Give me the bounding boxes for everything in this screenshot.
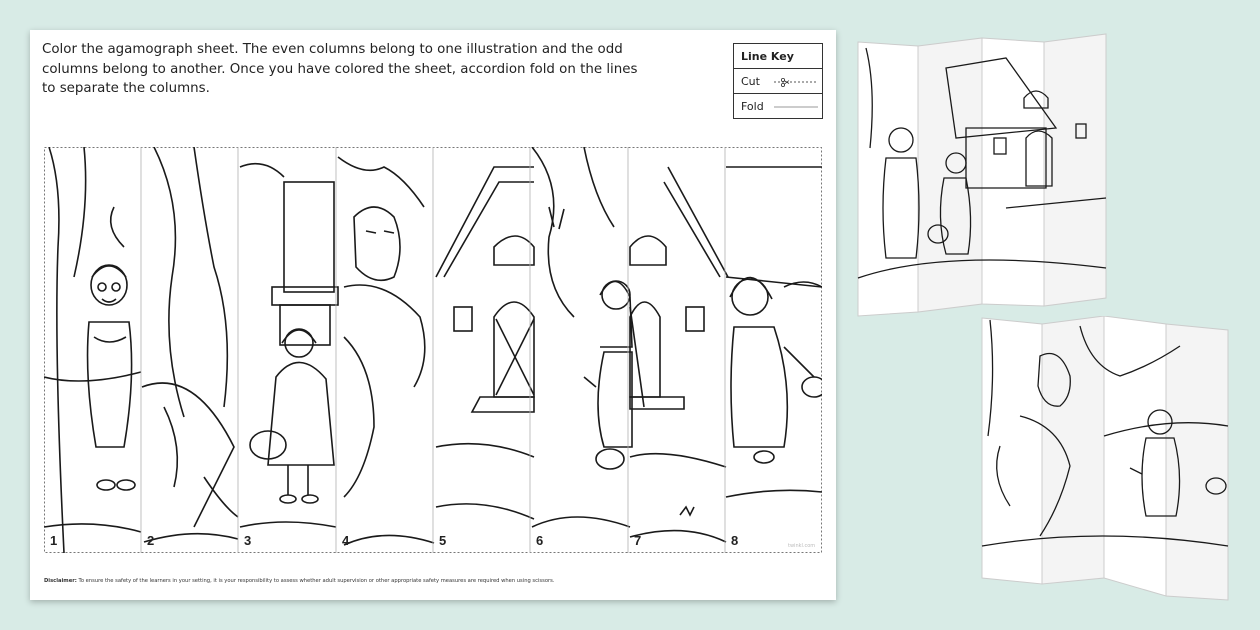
line-key-fold-label: Fold bbox=[741, 99, 764, 113]
strip-7 bbox=[630, 167, 728, 542]
strip-4 bbox=[338, 157, 434, 545]
column-number: 6 bbox=[536, 533, 544, 548]
line-key-title: Line Key bbox=[741, 49, 794, 63]
worksheet-sheet bbox=[30, 30, 836, 600]
column-number: 3 bbox=[244, 533, 252, 548]
strip-1 bbox=[44, 147, 141, 553]
strip-5 bbox=[436, 167, 534, 519]
column-number: 5 bbox=[439, 533, 447, 548]
line-key bbox=[733, 43, 823, 119]
fold-lines bbox=[141, 147, 725, 553]
disclaimer bbox=[44, 578, 555, 584]
strip-3 bbox=[240, 164, 338, 527]
column-number: 4 bbox=[342, 533, 350, 548]
cut-line-sample bbox=[774, 77, 818, 87]
agamograph-illustration bbox=[44, 147, 822, 553]
line-key-header bbox=[734, 44, 822, 69]
folded-preview-cottage bbox=[856, 28, 1108, 318]
strip-6 bbox=[532, 147, 694, 527]
line-key-cut-label: Cut bbox=[741, 74, 760, 88]
line-key-fold-row bbox=[734, 94, 822, 118]
strip-8 bbox=[726, 167, 822, 497]
strip-2 bbox=[142, 147, 238, 542]
folded-preview-wolf bbox=[980, 316, 1232, 604]
watermark: twinkl.com bbox=[788, 543, 816, 549]
line-key-cut-row bbox=[734, 69, 822, 94]
column-number: 8 bbox=[731, 533, 739, 548]
column-number: 2 bbox=[147, 533, 155, 548]
column-number: 1 bbox=[50, 533, 58, 548]
agamograph-strips bbox=[44, 147, 822, 553]
fold-line-sample bbox=[774, 102, 818, 112]
disclaimer-label: Disclaimer: bbox=[44, 578, 77, 584]
disclaimer-text: To ensure the safety of the learners in your setting, it is your responsibility to assess whether adult supervision or other appropriate safety measures are required when using scissors. bbox=[78, 578, 555, 584]
instructions-text: Color the agamograph sheet. The even columns belong to one illustration and the odd columns belong to another. Once you have colored the sheet, accordion fold on the lines to separate the columns. bbox=[42, 42, 638, 96]
column-number: 7 bbox=[634, 533, 642, 548]
